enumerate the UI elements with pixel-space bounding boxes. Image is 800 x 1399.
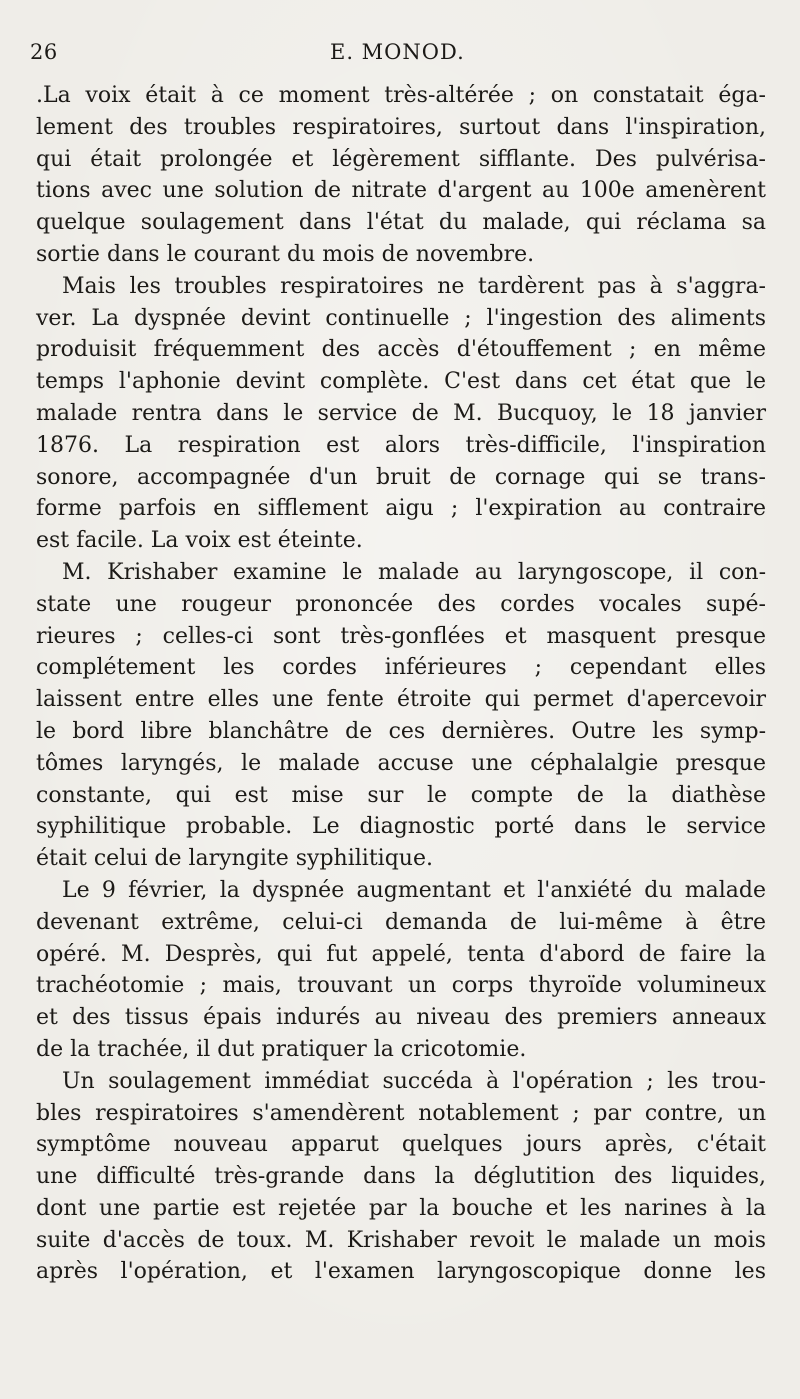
text-line: .La voix était à ce moment très-altérée ; on constatait éga- [36, 83, 766, 108]
text-line: est facile. La voix est éteinte. [36, 528, 363, 554]
text-line: laissent entre elles une fente étroite qui permet d'apercevoir [36, 687, 766, 713]
text-line: temps l'aphonie devint complète. C'est dans cet état que le [36, 369, 766, 395]
text-line: une difficulté très-grande dans la déglutition des liquides, [36, 1164, 766, 1190]
running-title: E. MONOD. [330, 40, 465, 64]
text-line: complétement les cordes inférieures ; cependant elles [36, 655, 766, 681]
paragraph-2 [36, 271, 766, 557]
text-line: ver. La dyspnée devint continuelle ; l'ingestion des aliments [36, 305, 766, 331]
text-line: de la trachée, il dut pratiquer la cricotomie. [36, 1036, 527, 1062]
text-line: trachéotomie ; mais, trouvant un corps thyroïde volumineux [36, 973, 766, 999]
text-line: 1876. La respiration est alors très-difficile, l'inspiration [36, 432, 766, 458]
text-line: dont une partie est rejetée par la bouche et les narines à la [36, 1195, 766, 1221]
text-line: symptôme nouveau apparut quelques jours après, c'était [36, 1132, 766, 1158]
text-line: syphilitique probable. Le diagnostic porté dans le service [36, 814, 766, 840]
text-line: tions avec une solution de nitrate d'argent au 100e amenèrent [36, 178, 766, 204]
paragraph-1 [36, 80, 766, 271]
text-line: malade rentra dans le service de M. Bucquoy, le 18 janvier [36, 400, 766, 426]
text-line: Un soulagement immédiat succéda à l'opération ; les trou- [62, 1068, 766, 1094]
paragraph-3 [36, 557, 766, 875]
text-line: rieures ; celles-ci sont très-gonflées et masquent presque [36, 623, 766, 649]
text-line: lement des troubles respiratoires, surtout dans l'inspiration, [36, 114, 766, 140]
text-line: tômes laryngés, le malade accuse une céphalalgie presque [36, 750, 766, 776]
text-line: était celui de laryngite syphilitique. [36, 846, 433, 872]
page-number: 26 [30, 40, 58, 64]
text-line: forme parfois en sifflement aigu ; l'expiration au contraire [36, 496, 766, 522]
text-line: produisit fréquemment des accès d'étouffement ; en même [36, 337, 766, 363]
text-line: quelque soulagement dans l'état du malade, qui réclama sa [36, 210, 766, 236]
running-head [30, 40, 770, 70]
text-line: state une rougeur prononcée des cordes vocales supé- [36, 591, 766, 617]
text-line: constante, qui est mise sur le compte de la diathèse [36, 782, 766, 808]
text-line: bles respiratoires s'amendèrent notablement ; par contre, un [36, 1100, 766, 1126]
text-line: opéré. M. Desprès, qui fut appelé, tenta d'abord de faire la [36, 941, 766, 967]
paragraph-5 [36, 1066, 766, 1289]
text-line: et des tissus épais indurés au niveau des premiers anneaux [36, 1005, 766, 1031]
body-text [36, 80, 766, 1288]
text-line: sonore, accompagnée d'un bruit de cornage qui se trans- [36, 464, 766, 490]
text-line: Le 9 février, la dyspnée augmentant et l'anxiété du malade [62, 877, 766, 903]
text-line: après l'opération, et l'examen laryngoscopique donne les [36, 1259, 766, 1285]
text-line: suite d'accès de toux. M. Krishaber revoit le malade un mois [36, 1227, 766, 1253]
text-line: qui était prolongée et légèrement sifflante. Des pulvérisa- [36, 146, 766, 172]
text-line: le bord libre blanchâtre de ces dernières. Outre les symp- [36, 718, 766, 744]
text-line: M. Krishaber examine le malade au laryngoscope, il con- [62, 559, 766, 585]
text-line: devenant extrême, celui-ci demanda de lui-même à être [36, 909, 766, 935]
text-line: sortie dans le courant du mois de novembre. [36, 241, 535, 267]
paragraph-4 [36, 875, 766, 1066]
text-line: Mais les troubles respiratoires ne tardèrent pas à s'aggra- [62, 273, 766, 299]
